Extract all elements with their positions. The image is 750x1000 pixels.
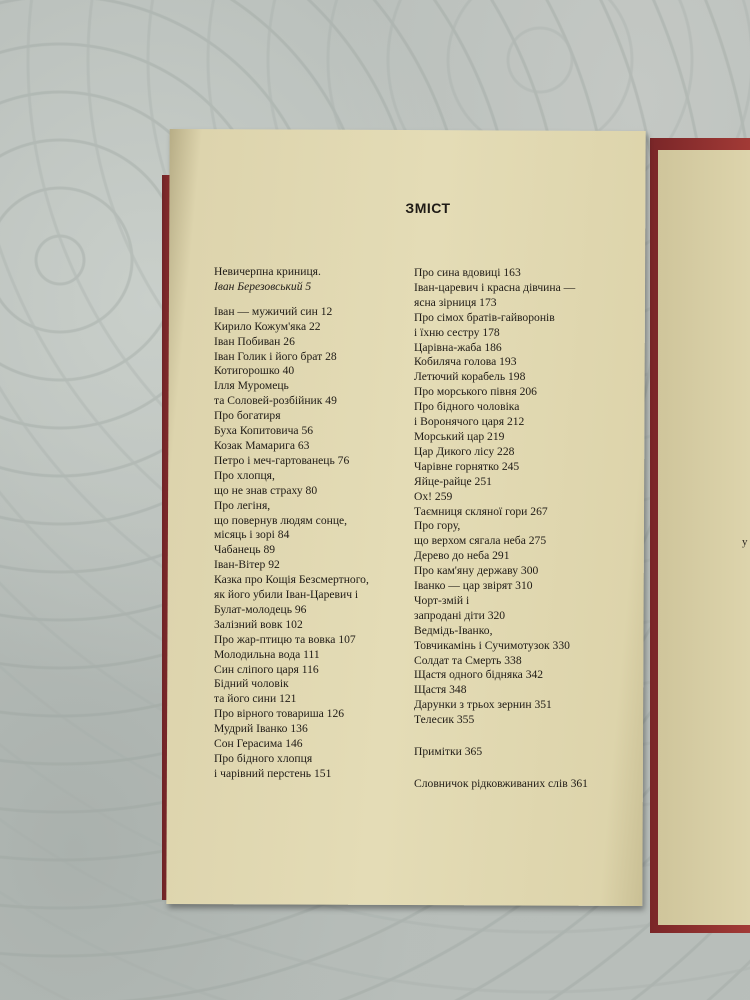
toc-entry: Ілля Муромець <box>214 379 289 393</box>
toc-entry: Про гору, <box>414 519 461 533</box>
toc-entry: Залізний вовк 102 <box>214 617 303 631</box>
toc-entry: як його убили Іван-Царевич і <box>214 588 359 602</box>
toc-entry: Про легіня, <box>214 498 271 512</box>
toc-entry: Ведмідь-Іванко, <box>414 623 493 637</box>
toc-entry: Яйце-райце 251 <box>414 474 492 488</box>
toc-entry: Царівна-жаба 186 <box>414 340 502 354</box>
toc-entry: Морський цар 219 <box>414 429 505 443</box>
toc-entry: Таємниця скляної гори 267 <box>414 504 548 518</box>
toc-entry: Син сліпого царя 116 <box>214 662 319 676</box>
spacer <box>414 760 644 777</box>
toc-entry: Про сина вдовиці 163 <box>414 266 521 279</box>
toc-entry: Ох! 259 <box>414 489 453 503</box>
toc-entry: Летючий корабель 198 <box>414 370 526 384</box>
toc-entry: Щастя 348 <box>414 683 467 697</box>
spacer <box>214 295 414 305</box>
toc-entry: Про вірного товариша 126 <box>214 707 345 721</box>
toc-entry: що не знав страху 80 <box>214 483 318 497</box>
spacer <box>414 728 644 745</box>
toc-entry: ясна зірниця 173 <box>414 295 497 309</box>
toc-entry: Цар Дикого лісу 228 <box>414 444 515 458</box>
toc-entry: Іван Побиван 26 <box>214 334 295 348</box>
toc-entry: і Воронячого царя 212 <box>414 415 525 429</box>
toc-right-column <box>414 266 644 792</box>
toc-entry: Про бідного хлопця <box>214 752 313 765</box>
toc-entry: Про хлопця, <box>214 468 275 482</box>
right-page <box>658 150 750 925</box>
toc-entry: та Соловей-розбійник 49 <box>214 394 337 408</box>
toc-entry: Про кам'яну державу 300 <box>414 564 539 578</box>
toc-entry: Молодильна вода 111 <box>214 647 320 661</box>
toc-entry: Булат-молодець 96 <box>214 602 307 616</box>
right-page-mark: у <box>742 536 748 548</box>
toc-entry: Про бідного чоловіка <box>414 400 520 414</box>
toc-entry: Казка про Кощія Безсмертного, <box>214 573 369 587</box>
toc-entry: Іван-царевич і красна дівчина — <box>414 280 576 294</box>
toc-entry: запродані діти 320 <box>414 608 506 622</box>
toc-entry: Іван Березовський 5 <box>214 279 312 293</box>
toc-entry: Товчикамінь і Сучимотузок 330 <box>414 638 570 652</box>
toc-entry: Котигорошко 40 <box>214 364 295 378</box>
toc-entry: Сон Герасима 146 <box>214 737 303 751</box>
toc-entry: Іванко — цар звірят 310 <box>414 579 533 593</box>
toc-entry: Дерево до неба 291 <box>414 549 510 563</box>
toc-entry: Кобиляча голова 193 <box>414 355 517 369</box>
toc-entry: Про богатиря <box>214 409 281 423</box>
toc-entry: Іван — мужичий син 12 <box>214 304 333 318</box>
toc-entry: Іван Голик і його брат 28 <box>214 349 337 363</box>
toc-entry: Про жар-птицю та вовка 107 <box>214 632 356 646</box>
toc-entry: Петро і меч-гартованець 76 <box>214 453 350 467</box>
toc-entry: Словничок рідковживаних слів 361 <box>414 777 588 790</box>
toc-entry: Козак Мамарига 63 <box>214 438 310 452</box>
toc-entry: що повернув людям сонце, <box>214 513 348 527</box>
toc-left-column <box>214 265 414 782</box>
toc-entry: і чарівний перстень 151 <box>214 766 332 780</box>
toc-entry: Солдат та Смерть 338 <box>414 653 522 667</box>
toc-entry: Примітки 365 <box>414 745 483 759</box>
toc-entry: Чарівне горнятко 245 <box>414 459 520 473</box>
toc-entry: Бідний чоловік <box>214 677 289 691</box>
toc-entry: що верхом сягала неба 275 <box>414 534 547 548</box>
toc-entry: Про сімох братів-гайворонів <box>414 310 555 324</box>
page-title: ЗМІСТ <box>405 200 451 216</box>
toc-entry: Чорт-змій і <box>414 593 470 607</box>
toc-entry: Іван-Вітер 92 <box>214 558 280 572</box>
toc-entry: і їхню сестру 178 <box>414 325 500 339</box>
toc-entry: Буха Копитовича 56 <box>214 424 314 438</box>
toc-entry: Невичерпна криниця. <box>214 265 321 278</box>
toc-entry: Чабанець 89 <box>214 543 276 557</box>
toc-entry: Кирило Кожум'яка 22 <box>214 319 321 333</box>
toc-entry: Телесик 355 <box>414 713 475 727</box>
toc-entry: місяць і зорі 84 <box>214 528 290 542</box>
toc-entry: Мудрий Іванко 136 <box>214 722 308 736</box>
toc-entry: Дарунки з трьох зернин 351 <box>414 698 552 712</box>
toc-entry: та його сини 121 <box>214 692 297 706</box>
toc-entry: Про морського півня 206 <box>414 385 537 399</box>
toc-entry: Щастя одного бідняка 342 <box>414 668 544 682</box>
